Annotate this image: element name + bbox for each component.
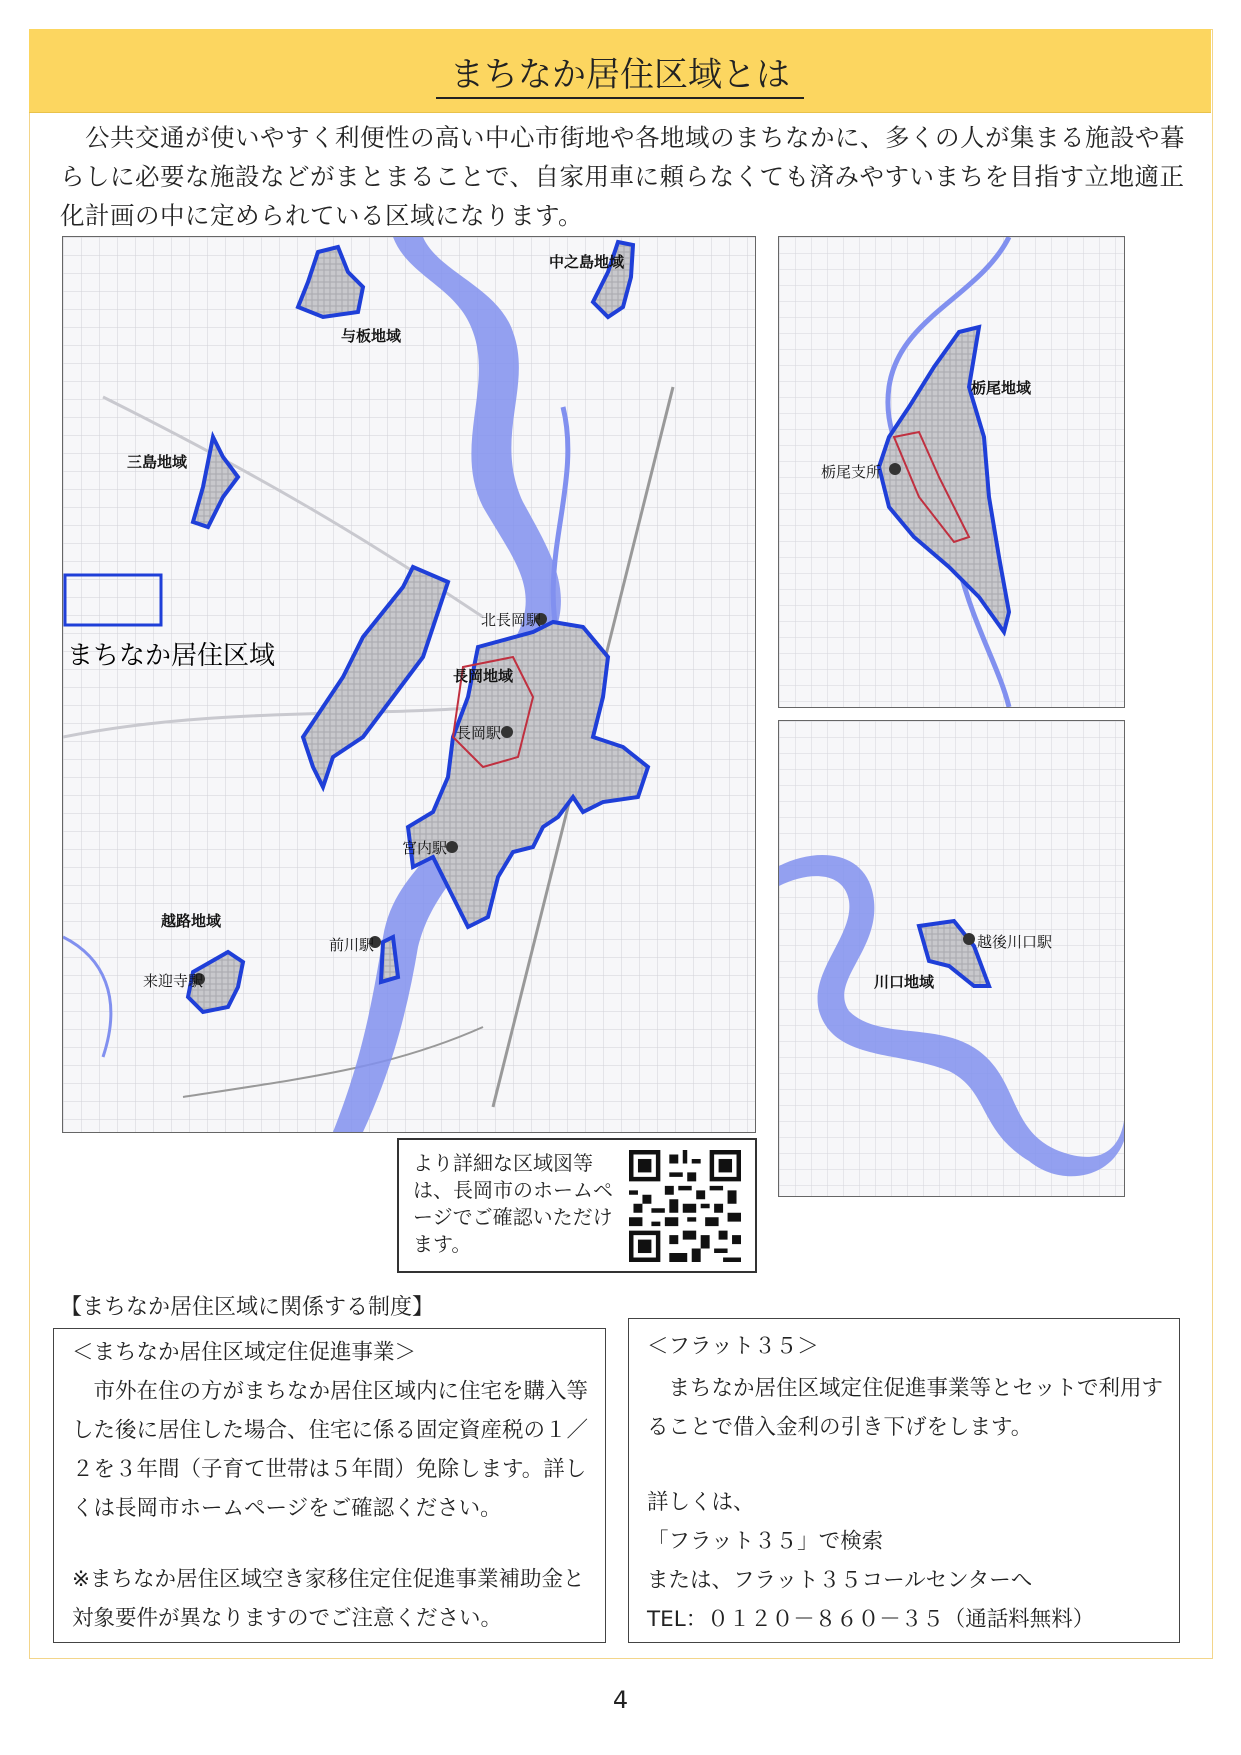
label-kawaguchi: 川口地域 — [874, 973, 935, 991]
page-number: 4 — [612, 1686, 629, 1714]
kawaguchi-map — [778, 720, 1125, 1197]
station-dot — [501, 726, 513, 738]
flat35-line1: 詳しくは、 — [647, 1490, 755, 1515]
flat35-line2: 「フラット３５」で検索 — [647, 1529, 884, 1554]
label-miyauchi-station: 宮内駅 — [402, 839, 448, 857]
section-title: 【まちなか居住区域に関係する制度】 — [60, 1295, 435, 1320]
label-raigoji-station: 来迎寺駅 — [143, 972, 204, 990]
qr-note-text: より詳細な区域図等は、長岡市のホームページでご確認いただけます。 — [413, 1151, 613, 1256]
legend-label: まちなか居住区域 — [67, 641, 276, 671]
label-nagaoka-station: 長岡駅 — [456, 724, 502, 742]
settlement-program-box — [53, 1328, 606, 1643]
settlement-program-heading: ＜まちなか居住区域定住促進事業＞ — [72, 1340, 417, 1365]
page-header — [29, 29, 1211, 113]
flat35-heading: ＜フラット３５＞ — [647, 1334, 819, 1359]
settlement-program-note: ※まちなか居住区域空き家移住定住促進事業補助金と対象要件が異なりますのでご注意ください。 — [72, 1567, 585, 1631]
qr-code-icon[interactable] — [629, 1150, 741, 1262]
flat35-line3: または、フラット３５コールセンターへ — [647, 1568, 1033, 1593]
label-tochio: 栃尾地域 — [971, 379, 1032, 397]
station-dot — [963, 933, 975, 945]
flat35-line4: TEL：０１２０－８６０－３５（通話料無料） — [647, 1607, 1095, 1632]
label-echigokawaguchi-station: 越後川口駅 — [977, 933, 1053, 951]
label-mishima: 三島地域 — [127, 453, 188, 471]
label-maekawa-station: 前川駅 — [329, 936, 375, 954]
office-dot — [889, 463, 901, 475]
kawaguchi-map-drawing — [779, 721, 1124, 1196]
label-nagaoka: 長岡地域 — [453, 667, 514, 685]
qr-note-box — [397, 1138, 757, 1273]
main-map-drawing — [63, 237, 755, 1132]
page-title: まちなか居住区域とは — [436, 55, 804, 99]
label-yoita: 与板地域 — [341, 327, 402, 345]
station-dot — [446, 841, 458, 853]
flat35-box — [628, 1318, 1180, 1643]
tochio-map — [778, 236, 1125, 708]
label-kitanagaoka-station: 北長岡駅 — [481, 611, 542, 629]
label-tochio-office: 栃尾支所 — [821, 463, 882, 481]
flat35-body: まちなか居住区域定住促進事業等とセットで利用することで借入金利の引き下げをします。 — [647, 1376, 1164, 1440]
label-nakanoshima: 中之島地域 — [549, 253, 625, 271]
settlement-program-body: 市外在住の方がまちなか居住区域内に住宅を購入等した後に居住した場合、住宅に係る固定資産税の１／２を３年間（子育て世帯は５年間）免除します。詳しくは長岡市ホームページをご確認ください。 — [72, 1379, 589, 1521]
main-map — [62, 236, 756, 1133]
label-koshiji: 越路地域 — [161, 912, 222, 930]
intro-paragraph: 公共交通が使いやすく利便性の高い中心市街地や各地域のまちなかに、多くの人が集まる施設や暮らしに必要な施設などがまとまることで、自家用車に頼らなくても済みやすいまちを目指す立地適正化計画の中に定められている区域になります。 — [60, 123, 1185, 230]
